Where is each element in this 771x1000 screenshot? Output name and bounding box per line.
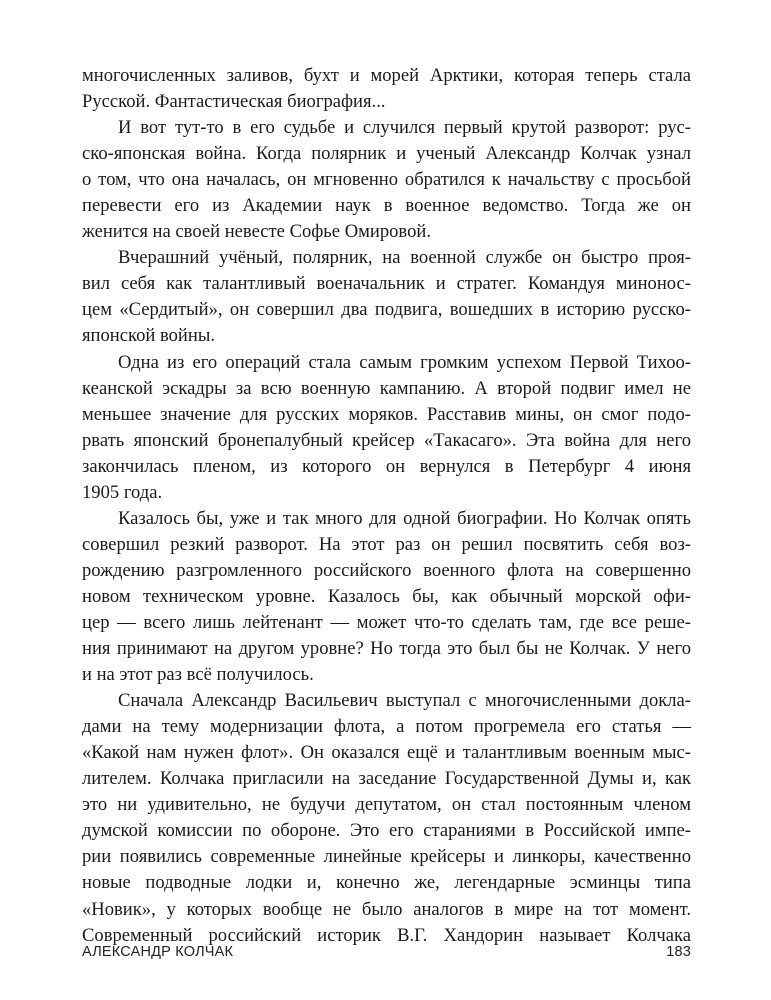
text-line: и на этот раз всё получилось. <box>82 664 314 686</box>
text-line: Вчерашний учёный, полярник, на военной службе он быстро проя- <box>118 247 691 269</box>
text-line: И вот тут-то в его судьбе и случился первый крутой разворот: рус- <box>118 117 691 139</box>
running-title: АЛЕКСАНДР КОЛЧАК <box>82 944 234 960</box>
text-line: 1905 года. <box>82 481 163 503</box>
text-line: о том, что она началась, он мгновенно обратился к начальству с просьбой <box>82 169 691 191</box>
text-line: многочисленных заливов, бухт и морей Арктики, которая теперь стала <box>82 65 691 86</box>
text-line: новые подводные лодки и, конечно же, легендарные эсминцы типа <box>82 872 691 894</box>
text-line: ско-японская война. Когда полярник и ученый Александр Колчак узнал <box>82 143 691 165</box>
text-line: рождению разгромленного российского военного флота на совершенно <box>82 559 691 581</box>
text-line: рвать японский бронепалубный крейсер «Такасаго». Эта война для него <box>82 429 691 451</box>
text-line: ния принимают на другом уровне? Но тогда это был бы не Колчак. У него <box>82 638 691 660</box>
text-line: цем «Сердитый», он совершил два подвига, вошедших в историю русско- <box>82 299 691 321</box>
text-line: цер — всего лишь лейтенант — может что-то сделать там, где все реше- <box>82 611 691 633</box>
page-number: 183 <box>666 944 691 960</box>
text-line: дами на тему модернизации флота, а потом прогремела его статья — <box>82 716 691 738</box>
text-line: лителем. Колчака пригласили на заседание Государственной Думы и, как <box>82 768 691 790</box>
text-line: «Новик», у которых вообще не было аналогов в мире на тот момент. <box>82 898 691 920</box>
text-line: закончилась пленом, из которого он вернулся в Петербург 4 июня <box>82 455 691 477</box>
text-line: это ни удивительно, не будучи депутатом, он стал постоянным членом <box>82 794 691 816</box>
text-line: вил себя как талантливый военачальник и стратег. Командуя минонос- <box>82 273 691 295</box>
text-line: женится на своей невесте Софье Омировой. <box>82 221 431 243</box>
text-line: совершил резкий разворот. На этот раз он решил посвятить себя воз- <box>82 533 691 555</box>
text-line: Современный российский историк В.Г. Хандорин называет Колчака <box>82 924 691 946</box>
text-line: Одна из его операций стала самым громким успехом Первой Тихоо- <box>118 351 691 373</box>
text-line: перевести его из Академии наук в военное ведомство. Тогда же он <box>82 195 691 217</box>
text-line: японской войны. <box>82 325 215 347</box>
text-line: Русской. Фантастическая биография... <box>82 91 386 113</box>
text-line: Казалось бы, уже и так много для одной биографии. Но Колчак опять <box>118 507 691 529</box>
text-line: думской комиссии по обороне. Это его стараниями в Российской импе- <box>82 820 691 842</box>
text-line: кеанской эскадры за всю военную кампанию. А второй подвиг имел не <box>82 377 691 399</box>
text-line: «Какой нам нужен флот». Он оказался ещё и талантливым военным мыс- <box>82 742 691 764</box>
text-line: новом техническом уровне. Казалось бы, как обычный морской офи- <box>82 585 691 607</box>
text-line: Сначала Александр Васильевич выступал с многочисленными докла- <box>118 690 691 712</box>
text-line: меньшее значение для русских моряков. Расставив мины, он смог подо- <box>82 403 691 425</box>
text-line: рии появились современные линейные крейсеры и линкоры, качественно <box>82 846 691 868</box>
body-text <box>82 63 691 949</box>
